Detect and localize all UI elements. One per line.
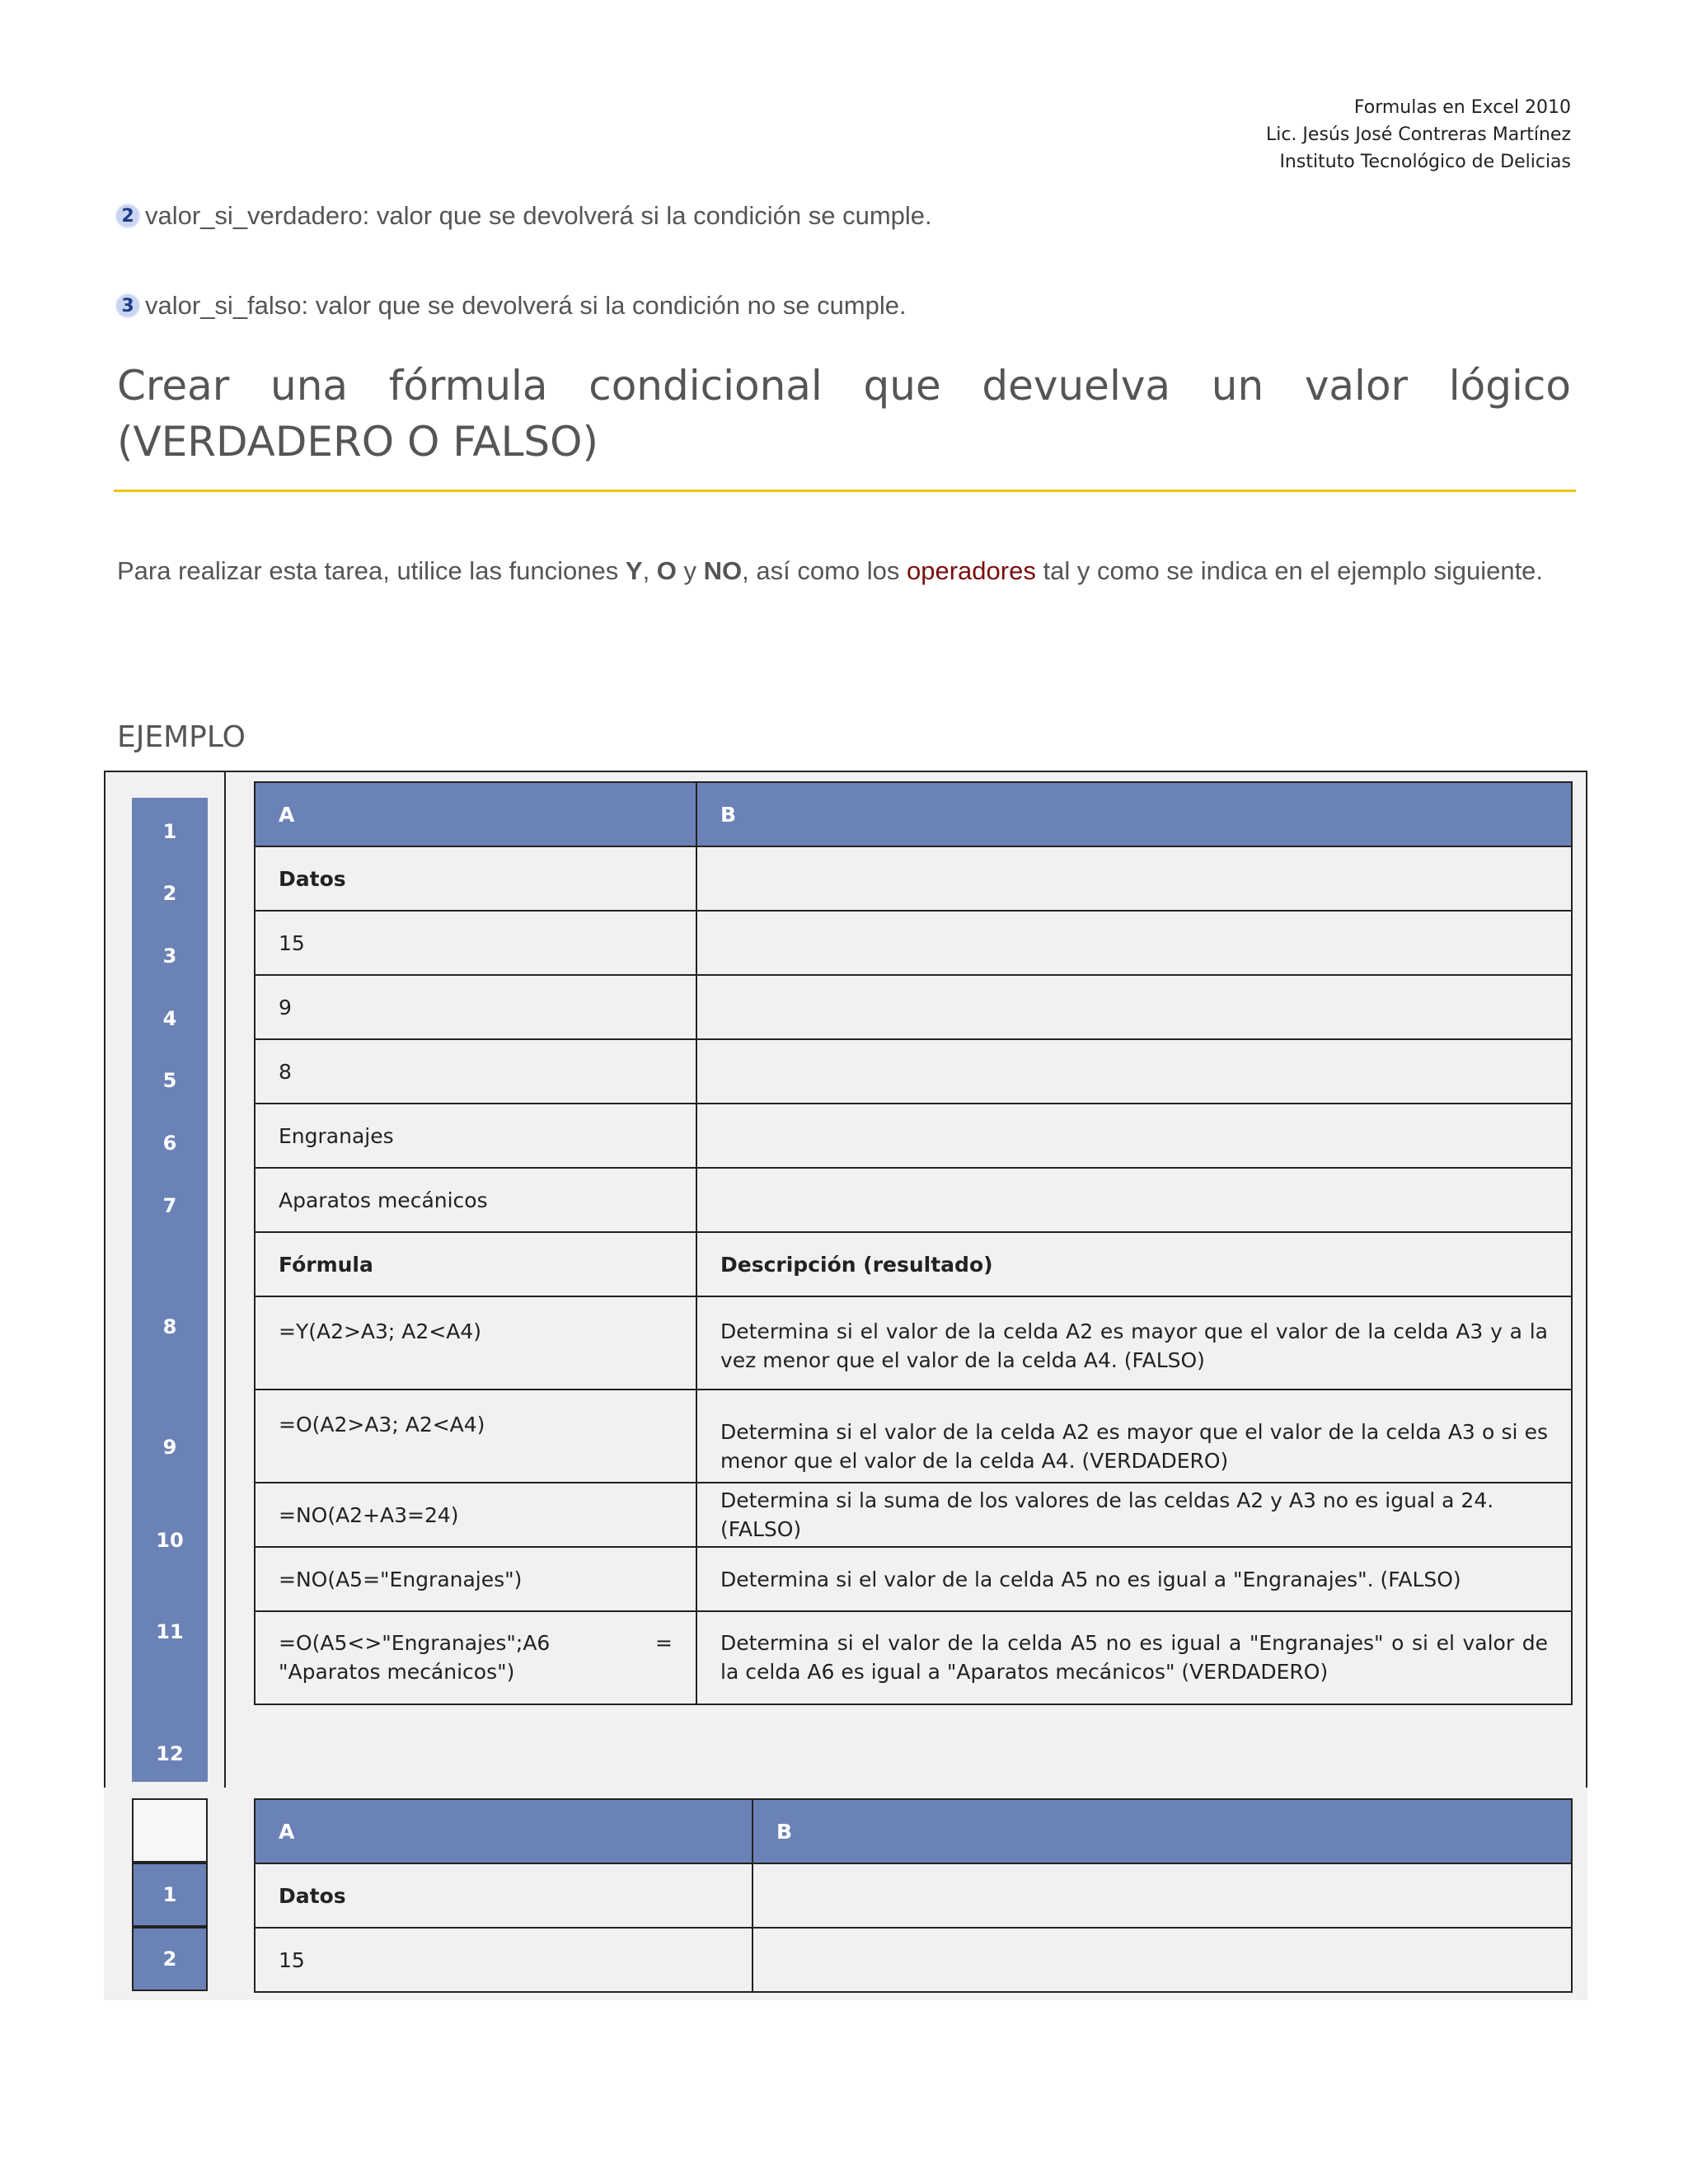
row-number: 1 <box>162 820 177 843</box>
table-row <box>255 1928 1572 1992</box>
column-header-a[interactable]: A <box>255 782 696 846</box>
param-item <box>117 291 907 321</box>
table-cell[interactable]: Engranajes <box>255 1104 696 1168</box>
param-text: valor_si_verdadero: valor que se devolverá si la condición se cumple. <box>145 201 932 230</box>
table-cell[interactable]: 9 <box>255 975 696 1039</box>
description-cell[interactable]: Determina si el valor de la celda A5 no es igual a "Engranajes" o si el valor de la celda A6 es igual a "Aparatos mecánicos" (VERDADERO) <box>696 1611 1572 1704</box>
formula-cell[interactable]: =NO(A2+A3=24) <box>255 1483 696 1547</box>
table-row <box>255 1104 1572 1168</box>
table-row <box>255 1547 1572 1611</box>
table-cell[interactable] <box>696 975 1572 1039</box>
column-header-a[interactable]: A <box>255 1799 753 1863</box>
row-number: 11 <box>156 1620 184 1643</box>
row-number: 7 <box>162 1194 177 1217</box>
description-cell[interactable]: Determina si el valor de la celda A5 no es igual a "Engranajes". (FALSO) <box>696 1547 1572 1611</box>
table-row <box>255 1232 1572 1296</box>
row-number: 8 <box>162 1315 177 1338</box>
table-header-row <box>255 1799 1572 1863</box>
table-cell[interactable]: 15 <box>255 911 696 975</box>
formula-cell[interactable]: =O(A2>A3; A2<A4) <box>255 1390 696 1483</box>
table-row <box>255 1390 1572 1483</box>
table-cell[interactable]: 8 <box>255 1039 696 1104</box>
table-cell[interactable]: Datos <box>255 846 696 911</box>
table-cell[interactable] <box>696 846 1572 911</box>
para-text: tal y como se indica en el ejemplo siguiente. <box>1035 556 1544 585</box>
description-cell[interactable]: Determina si la suma de los valores de las celdas A2 y A3 no es igual a 24. (FALSO) <box>696 1483 1572 1547</box>
table-header-row <box>255 782 1572 846</box>
example-table-2 <box>254 1798 1573 1993</box>
table-cell[interactable] <box>753 1928 1572 1992</box>
table-row <box>255 1039 1572 1104</box>
table-row <box>255 1296 1572 1390</box>
frame-divider <box>224 772 226 1788</box>
heading-underline <box>114 490 1576 492</box>
table-cell[interactable]: Descripción (resultado) <box>696 1232 1572 1296</box>
param-text: valor_si_falso: valor que se devolverá si la condición no se cumple. <box>145 291 907 320</box>
para-text: y <box>676 556 704 585</box>
table-cell[interactable]: Fórmula <box>255 1232 696 1296</box>
table-row <box>255 975 1572 1039</box>
row-number-corner <box>132 1798 208 1863</box>
table-row <box>255 1483 1572 1547</box>
table-cell[interactable] <box>696 1039 1572 1104</box>
table-cell[interactable] <box>696 1104 1572 1168</box>
table-row <box>255 846 1572 911</box>
example-table <box>254 781 1573 1705</box>
row-number: 6 <box>162 1132 177 1155</box>
intro-paragraph <box>117 544 1571 598</box>
keyword-y: Y <box>625 556 643 585</box>
table-cell[interactable]: 15 <box>255 1928 753 1992</box>
formula-cell[interactable]: =NO(A5="Engranajes") <box>255 1547 696 1611</box>
table-row <box>255 1611 1572 1704</box>
table-cell[interactable] <box>696 1168 1572 1232</box>
keyword-no: NO <box>703 556 743 585</box>
header-course: Formulas en Excel 2010 <box>1353 97 1571 118</box>
table-cell[interactable] <box>753 1863 1572 1928</box>
row-number: 4 <box>162 1007 177 1030</box>
header-institution: Instituto Tecnológico de Delicias <box>1279 152 1571 172</box>
table-cell[interactable]: Datos <box>255 1863 753 1928</box>
column-header-b[interactable]: B <box>696 782 1572 846</box>
para-text: Para realizar esta tarea, utilice las funciones <box>117 556 626 585</box>
number-2-icon: 2 <box>117 205 138 227</box>
para-text: , así como los <box>742 556 907 585</box>
description-cell[interactable]: Determina si el valor de la celda A2 es mayor que el valor de la celda A3 o si es menor que el valor de la celda A4. (VERDADERO) <box>696 1390 1572 1483</box>
number-3-icon: 3 <box>117 295 138 316</box>
formula-cell[interactable]: =O(A5<>"Engranajes";A6 = "Aparatos mecánicos") <box>255 1611 696 1704</box>
para-text: , <box>642 556 657 585</box>
row-number: 5 <box>162 1069 177 1092</box>
column-header-b[interactable]: B <box>753 1799 1572 1863</box>
document-header <box>1266 94 1571 176</box>
row-number: 1 <box>132 1863 208 1927</box>
table-row <box>255 911 1572 975</box>
row-number: 9 <box>162 1436 177 1459</box>
table-row <box>255 1168 1572 1232</box>
header-author: Lic. Jesús José Contreras Martínez <box>1265 124 1571 145</box>
description-cell[interactable]: Determina si el valor de la celda A2 es mayor que el valor de la celda A3 y a la vez menor que el valor de la celda A4. (FALSO) <box>696 1296 1572 1390</box>
operadores-link[interactable]: operadores <box>907 556 1036 585</box>
row-number: 2 <box>132 1927 208 1991</box>
row-number: 2 <box>162 882 177 905</box>
row-number: 12 <box>156 1742 184 1765</box>
table-cell[interactable]: Aparatos mecánicos <box>255 1168 696 1232</box>
example-label: EJEMPLO <box>117 720 246 754</box>
param-item <box>117 201 932 231</box>
row-number-column <box>132 798 208 1782</box>
keyword-o: O <box>656 556 677 585</box>
section-heading: Crear una fórmula condicional que devuelva un valor lógico (VERDADERO O FALSO) <box>117 362 1571 466</box>
formula-cell[interactable]: =Y(A2>A3; A2<A4) <box>255 1296 696 1390</box>
row-number: 10 <box>156 1529 184 1552</box>
table-row <box>255 1863 1572 1928</box>
row-number: 3 <box>162 944 177 968</box>
table-cell[interactable] <box>696 911 1572 975</box>
